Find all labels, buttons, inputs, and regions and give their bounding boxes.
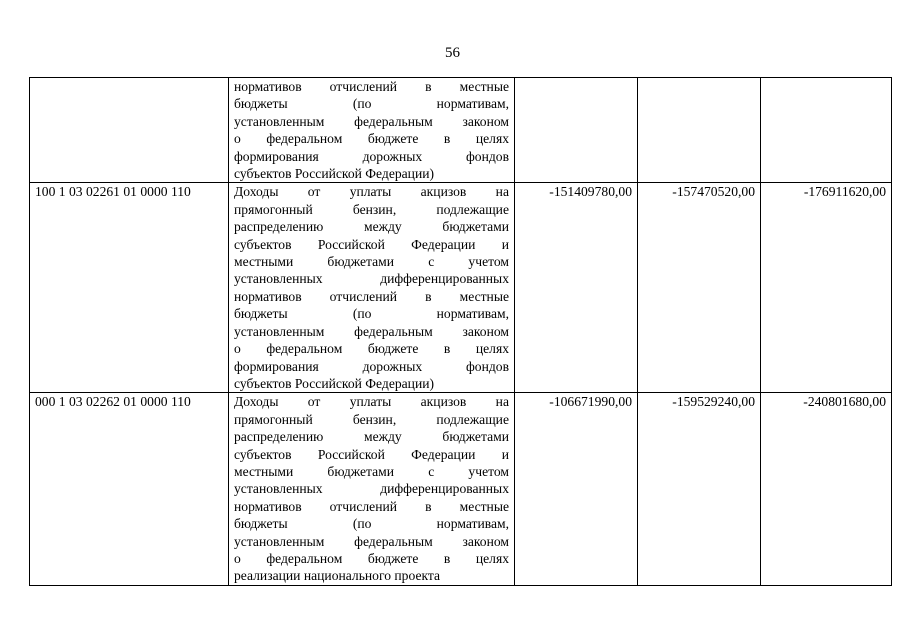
table-body — [30, 78, 892, 586]
description-line: установленных дифференцированных — [234, 481, 509, 497]
table-row — [30, 78, 892, 183]
description-line: бюджеты (по нормативам, — [234, 96, 509, 112]
amount-cell-3: -176911620,00 — [761, 183, 892, 393]
description-line: формирования дорожных фондов — [234, 358, 509, 374]
description-line: местными бюджетами с учетом — [234, 254, 509, 270]
description-line: прямогонный бензин, подлежащие — [234, 411, 509, 427]
table-row — [30, 393, 892, 585]
description-line: реализации национального проекта — [234, 568, 441, 584]
description-cell — [229, 393, 515, 585]
description-line: распределению между бюджетами — [234, 219, 509, 235]
description-line: субъектов Российской Федерации и — [234, 236, 509, 252]
description-line: о федеральном бюджете в целях — [234, 550, 509, 566]
description-cell — [229, 183, 515, 393]
budget-code-cell: 000 1 03 02262 01 0000 110 — [30, 393, 229, 585]
description-line: формирования дорожных фондов — [234, 148, 509, 164]
amount-cell-2: -159529240,00 — [638, 393, 761, 585]
table-row — [30, 183, 892, 393]
description-line: о федеральном бюджете в целях — [234, 341, 509, 357]
description-line: нормативов отчислений в местные — [234, 498, 509, 514]
description-line: бюджеты (по нормативам, — [234, 516, 509, 532]
description-line: распределению между бюджетами — [234, 429, 509, 445]
description-cell — [229, 78, 515, 183]
description-line: местными бюджетами с учетом — [234, 463, 509, 479]
amount-cell-1: -106671990,00 — [515, 393, 638, 585]
description-line: субъектов Российской Федерации) — [234, 375, 435, 391]
description-line: субъектов Российской Федерации) — [234, 166, 435, 182]
amount-cell-1 — [515, 78, 638, 183]
amount-cell-3 — [761, 78, 892, 183]
description-line: Доходы от уплаты акцизов на — [234, 394, 509, 410]
description-line: нормативов отчислений в местные — [234, 79, 509, 94]
description-line: установленных дифференцированных — [234, 271, 509, 287]
description-line: установленным федеральным законом — [234, 533, 509, 549]
budget-code-cell: 100 1 03 02261 01 0000 110 — [30, 183, 229, 393]
page-number: 56 — [445, 45, 460, 61]
amount-cell-3: -240801680,00 — [761, 393, 892, 585]
amount-cell-1: -151409780,00 — [515, 183, 638, 393]
description-line: прямогонный бензин, подлежащие — [234, 201, 509, 217]
description-line: Доходы от уплаты акцизов на — [234, 184, 509, 200]
description-line: нормативов отчислений в местные — [234, 288, 509, 304]
amount-cell-2: -157470520,00 — [638, 183, 761, 393]
budget-code-cell — [30, 78, 229, 183]
amount-cell-2 — [638, 78, 761, 183]
description-line: установленным федеральным законом — [234, 323, 509, 339]
description-line: субъектов Российской Федерации и — [234, 446, 509, 462]
description-line: установленным федеральным законом — [234, 113, 509, 129]
budget-table — [29, 77, 892, 586]
description-line: о федеральном бюджете в целях — [234, 131, 509, 147]
description-line: бюджеты (по нормативам, — [234, 306, 509, 322]
